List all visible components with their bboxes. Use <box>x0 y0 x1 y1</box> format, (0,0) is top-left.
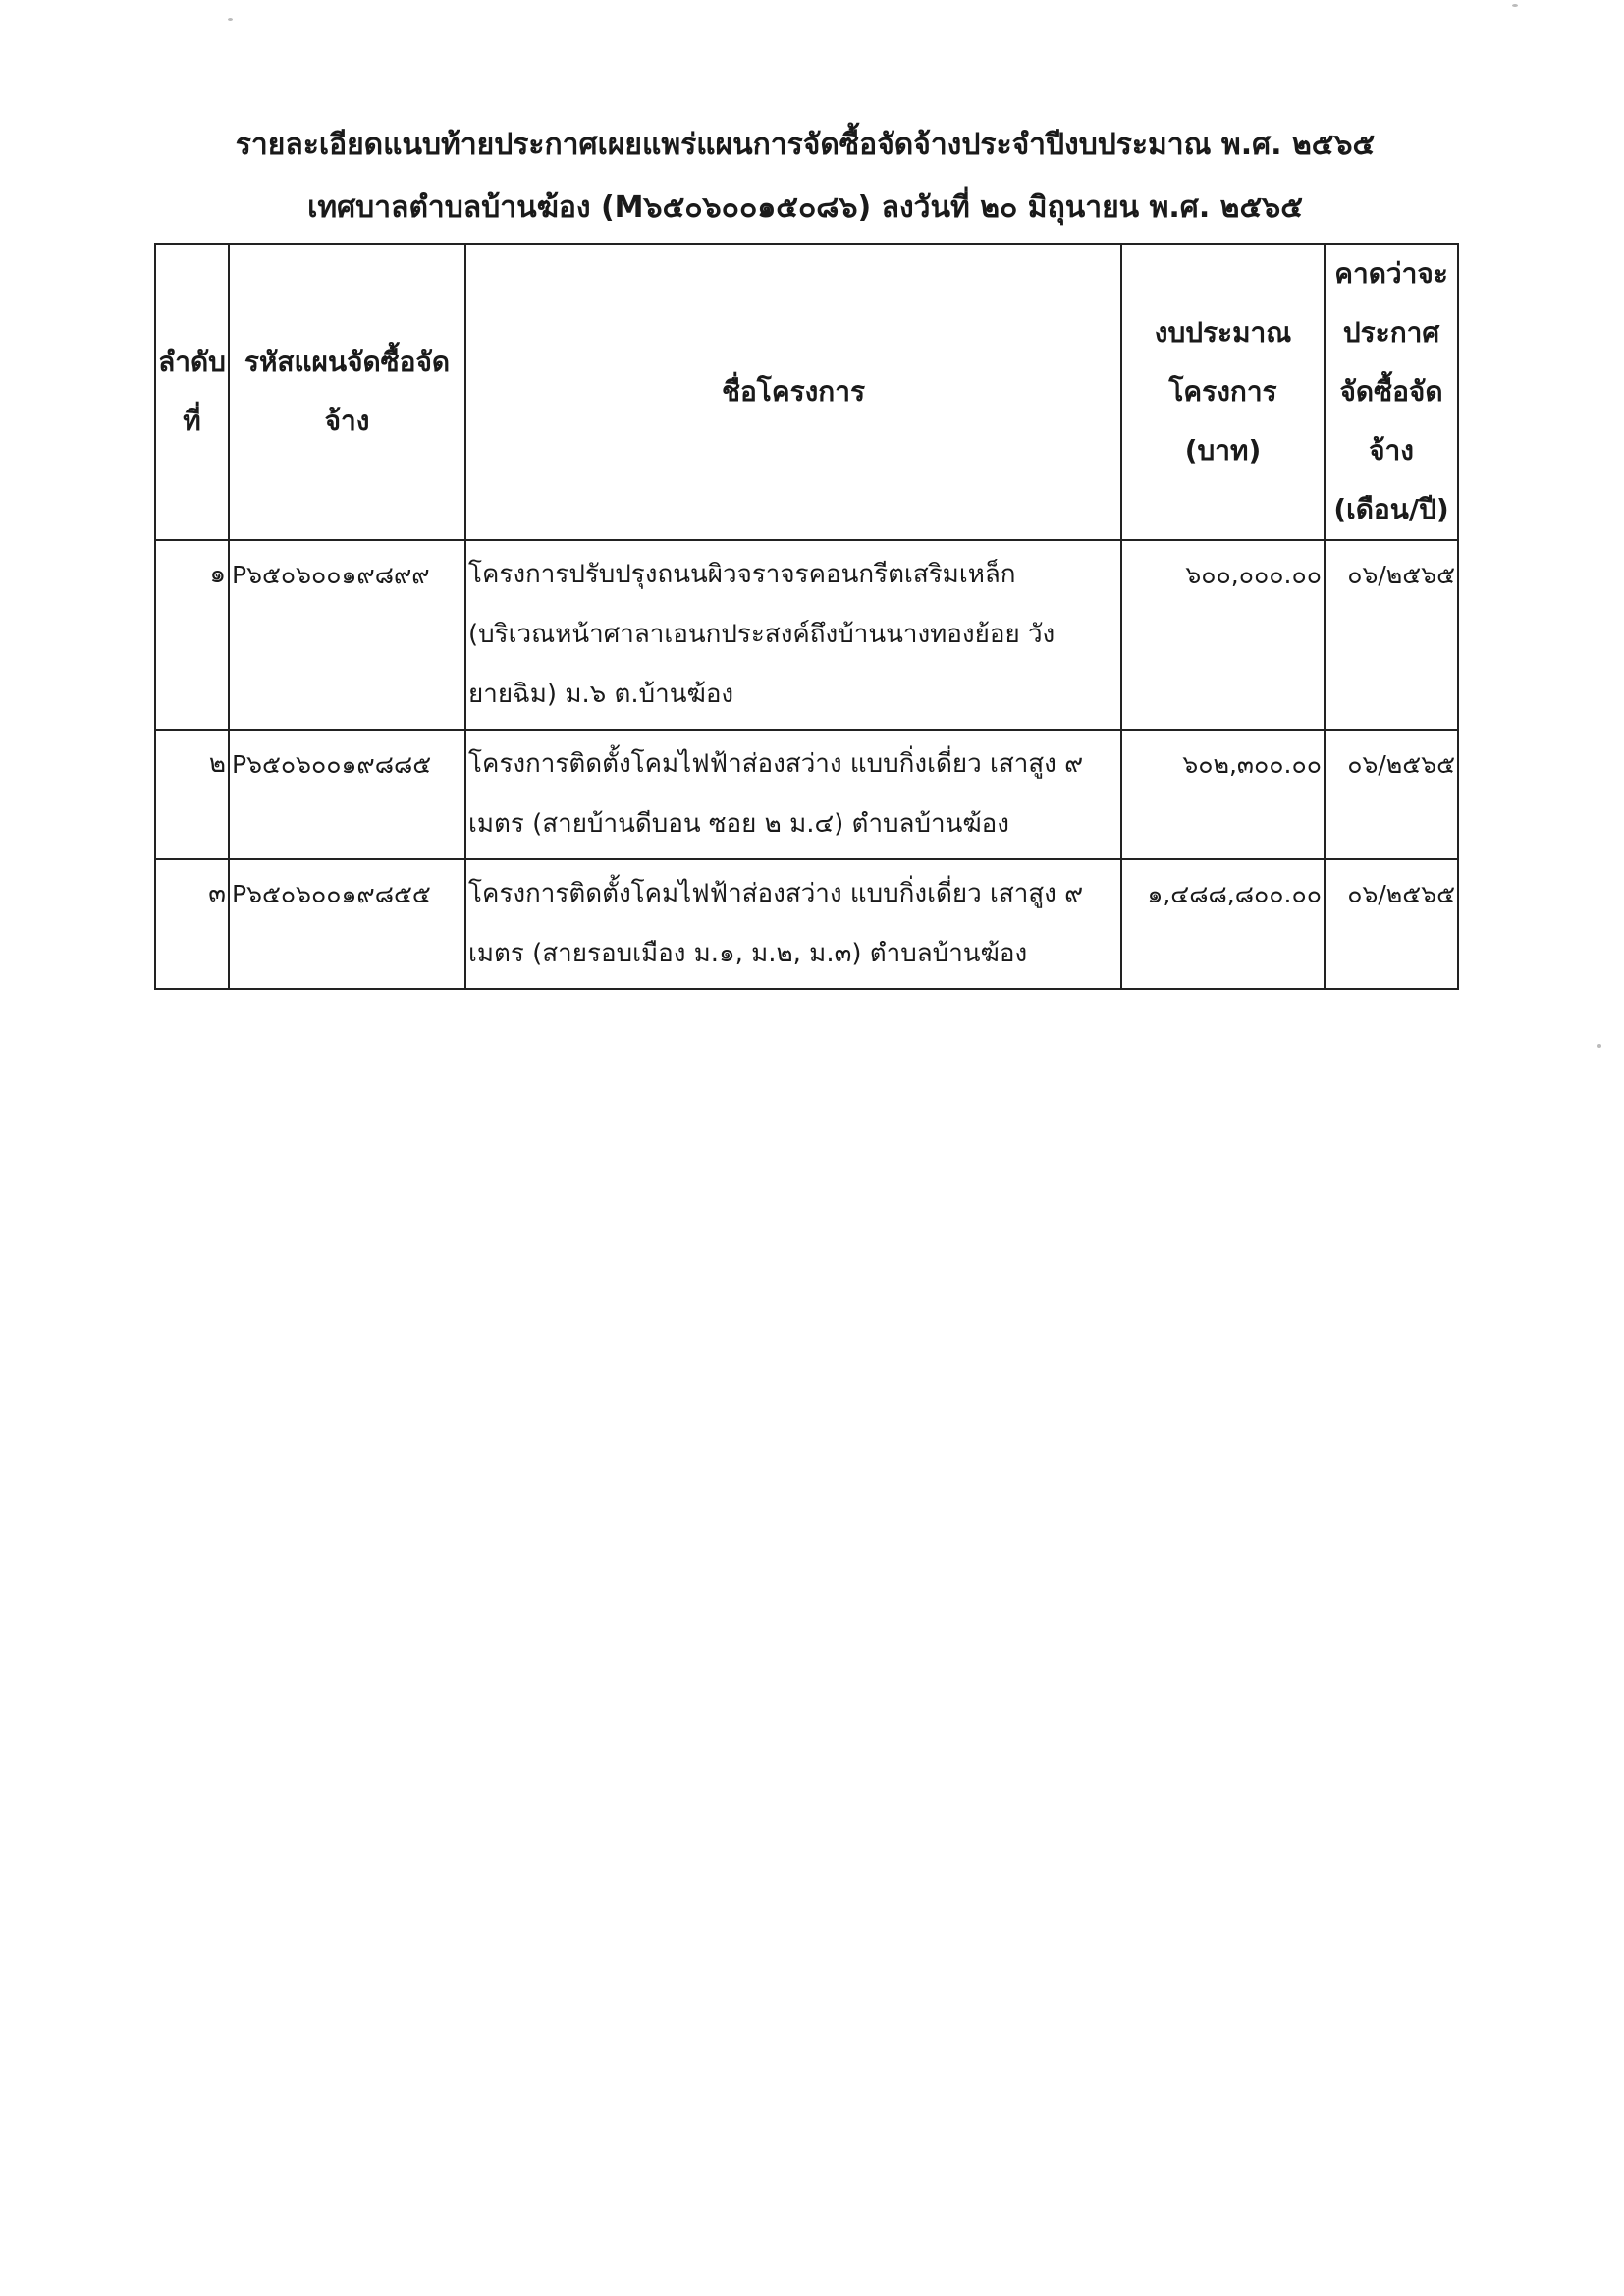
row-number: ๓ <box>155 859 229 989</box>
document-title-line-1: รายละเอียดแนบท้ายประกาศเผยแพร่แผนการจัดซื้อจัดจ้างประจำปีงบประมาณ พ.ศ. ๒๕๖๕ <box>235 128 1376 162</box>
document-title-line-2: เทศบาลตำบลบ้านฆ้อง (M๖๕๐๖๐๐๑๕๐๘๖) ลงวันที่ ๒๐ มิถุนายน พ.ศ. ๒๕๖๕ <box>307 191 1303 225</box>
row-plan-code: P๖๕๐๖๐๐๑๙๘๙๙ <box>229 540 465 730</box>
row-project-name: โครงการปรับปรุงถนนผิวจราจรคอนกรีตเสริมเหล็ก (บริเวณหน้าศาลาเอนกประสงค์ถึงบ้านนางทองย้อย วัง ยายฉิม) ม.๖ ต.บ้านฆ้อง <box>465 540 1121 730</box>
row-project-name: โครงการติดตั้งโคมไฟฟ้าส่องสว่าง แบบกิ่งเดี่ยว เสาสูง ๙ เมตร (สายบ้านดีบอน ซอย ๒ ม.๔) ตำบลบ้านฆ้อง <box>465 730 1121 859</box>
table-header <box>155 244 1458 540</box>
header-project-name: ชื่อโครงการ <box>465 244 1121 540</box>
scan-speck <box>1597 1044 1601 1048</box>
scan-speck <box>228 18 233 21</box>
header-plan-code: รหัสแผนจัดซื้อจัด จ้าง <box>229 244 465 540</box>
header-expected-announce-month: คาดว่าจะ ประกาศ จัดซื้อจัด จ้าง (เดือน/ปี) <box>1325 244 1458 540</box>
header-sequence-number: ลำดับ ที่ <box>155 244 229 540</box>
table-row <box>155 730 1458 859</box>
row-number: ๑ <box>155 540 229 730</box>
row-month: ๐๖/๒๕๖๕ <box>1325 730 1458 859</box>
row-project-name: โครงการติดตั้งโคมไฟฟ้าส่องสว่าง แบบกิ่งเดี่ยว เสาสูง ๙ เมตร (สายรอบเมือง ม.๑, ม.๒, ม.๓) ตำบลบ้านฆ้อง <box>465 859 1121 989</box>
row-month: ๐๖/๒๕๖๕ <box>1325 859 1458 989</box>
row-plan-code: P๖๕๐๖๐๐๑๙๘๕๕ <box>229 859 465 989</box>
row-number: ๒ <box>155 730 229 859</box>
row-budget: ๖๐๐,๐๐๐.๐๐ <box>1121 540 1325 730</box>
row-plan-code: P๖๕๐๖๐๐๑๙๘๘๕ <box>229 730 465 859</box>
procurement-plan-table <box>154 243 1459 990</box>
scan-speck <box>1512 4 1518 7</box>
table-row <box>155 540 1458 730</box>
row-month: ๐๖/๒๕๖๕ <box>1325 540 1458 730</box>
row-budget: ๖๐๒,๓๐๐.๐๐ <box>1121 730 1325 859</box>
row-budget: ๑,๔๘๘,๘๐๐.๐๐ <box>1121 859 1325 989</box>
table-row <box>155 859 1458 989</box>
header-project-budget: งบประมาณ โครงการ (บาท) <box>1121 244 1325 540</box>
